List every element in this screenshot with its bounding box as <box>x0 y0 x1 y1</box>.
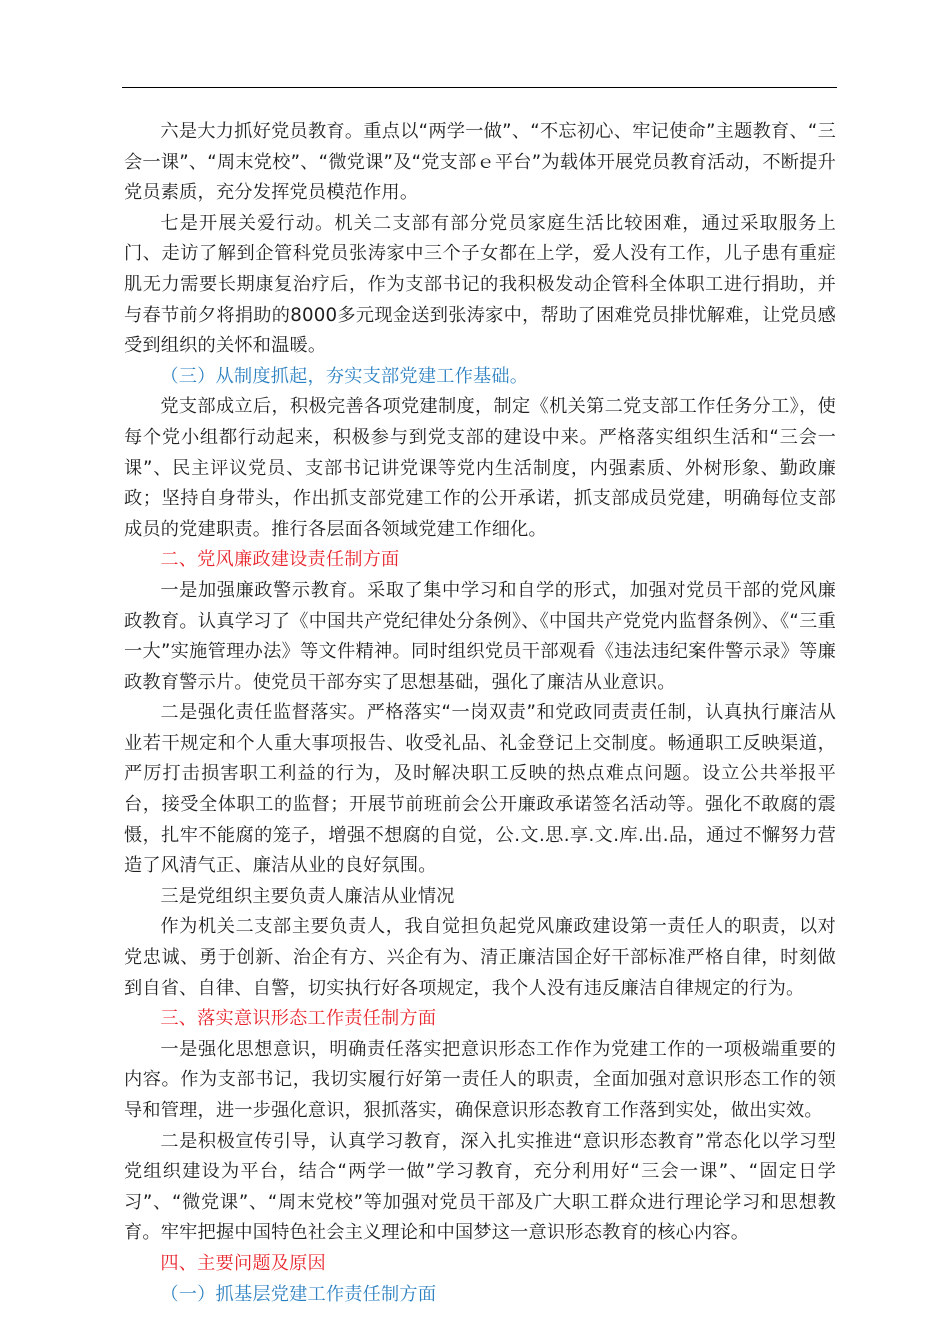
paragraph-party-system: 党支部成立后，积极完善各项党建制度，制定《机关第二党支部工作任务分工》，使每个党小组都行动起来，积极参与到党支部的建设中来。严格落实组织生活和“三会一课”、民主评议党员、支部书记讲党课等党内生活制度，内强素质、外树形象、勤政廉政；坚持自身带头，作出抓支部党建工作的公开承诺，抓支部成员党建，明确每位支部成员的党建职责。推行各层面各领域党建工作细化。 <box>124 396 836 540</box>
subheading-grassroots: （一）抓基层党建工作责任制方面 <box>160 1283 437 1305</box>
paragraph-leader-integrity-title: 三是党组织主要负责人廉洁从业情况 <box>160 885 455 907</box>
paragraph-leader-integrity: 作为机关二支部主要负责人，我自觉担负起党风廉政建设第一责任人的职责，以对党忠诚、勇于创新、治企有方、兴企有为、清正廉洁国企好干部标准严格自律，时刻做到自省、自律、自警，切实执行好各项规定，我个人没有违反廉洁自律规定的行为。 <box>124 916 836 999</box>
subheading-system-building: （三）从制度抓起，夯实支部党建工作基础。 <box>160 365 529 387</box>
paragraph-care-action: 七是开展关爱行动。机关二支部有部分党员家庭生活比较困难，通过采取服务上门、走访了解到企管科党员张涛家中三个子女都在上学，爱人没有工作，儿子患有重症肌无力需要长期康复治疗后，作为支部书记的我积极发动企管科全体职工进行捐助，并与春节前夕将捐助的8000多元现金送到张涛家中，帮助了困难党员排忧解难，让党员感受到组织的关怀和温暖。 <box>124 212 836 357</box>
section-heading-integrity: 二、党风廉政建设责任制方面 <box>160 549 400 571</box>
document-body <box>124 117 836 1310</box>
section-heading-ideology: 三、落实意识形态工作责任制方面 <box>160 1008 437 1030</box>
paragraph-warning-education: 一是加强廉政警示教育。采取了集中学习和自学的形式，加强对党员干部的党风廉政教育。认真学习了《中国共产党纪律处分条例》、《中国共产党党内监督条例》、《“三重一大”实施管理办法》等文件精神。同时组织党员干部观看《违法违纪案件警示录》等廉政教育警示片。使党员干部夯实了思想基础，强化了廉洁从业意识。 <box>124 579 836 693</box>
paragraph-party-education: 六是大力抓好党员教育。重点以“两学一做”、“不忘初心、牢记使命”主题教育、“三会一课”、“周末党校”、“微党课”及“党支部ｅ平台”为载体开展党员教育活动，不断提升党员素质，充分发挥党员模范作用。 <box>124 121 836 204</box>
paragraph-ideology-publicity: 二是积极宣传引导，认真学习教育，深入扎实推进“意识形态教育”常态化以学习型党组织建设为平台，结合“两学一做”学习教育，充分利用好“三会一课”、“固定日学习”、“微党课”、“周末党校”等加强对党员干部及广大职工群众进行理论学习和思想教育。牢牢把握中国特色社会主义理论和中国梦这一意识形态教育的核心内容。 <box>124 1130 836 1244</box>
header-rule <box>122 87 837 88</box>
paragraph-supervision: 二是强化责任监督落实。严格落实“一岗双责”和党政同责责任制，认真执行廉洁从业若干规定和个人重大事项报告、收受礼品、礼金登记上交制度。畅通职工反映渠道，严厉打击损害职工利益的行为，及时解决职工反映的热点难点问题。设立公共举报平台，接受全体职工的监督；开展节前班前会公开廉政承诺签名活动等。强化不敢腐的震慑，扎牢不能腐的笼子，增强不想腐的自觉，公.文.思.享.文.库.出.品，通过不懈努力营造了风清气正、廉洁从业的良好氛围。 <box>124 702 836 877</box>
section-heading-problems: 四、主要问题及原因 <box>160 1252 326 1274</box>
paragraph-ideology-awareness: 一是强化思想意识，明确责任落实把意识形态工作作为党建工作的一项极端重要的内容。作为支部书记，我切实履行好第一责任人的职责，全面加强对意识形态工作的领导和管理，进一步强化意识，狠抓落实，确保意识形态教育工作落到实处，做出实效。 <box>124 1038 836 1121</box>
